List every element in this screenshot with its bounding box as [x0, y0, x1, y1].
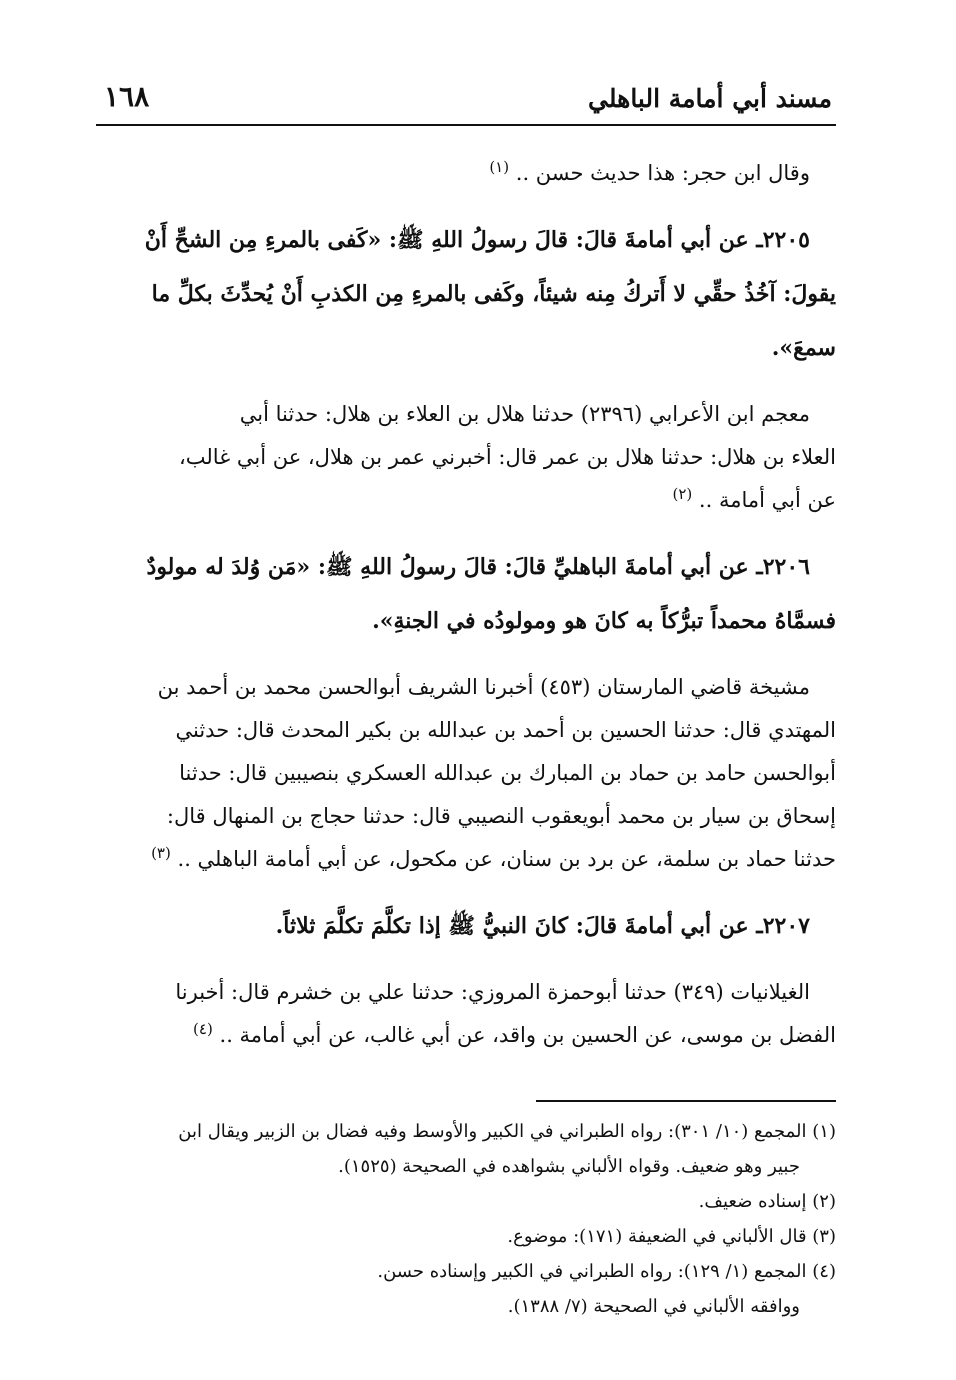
line-text: وقال ابن حجر: هذا حديث حسن .. [515, 161, 810, 185]
footnote-1: (١) المجمع (١٠/ ٣٠١): رواه الطبراني في الكبير والأوسط وفيه فضال بن الزبير ويقال ابن [178, 1121, 836, 1142]
footnote-4: (٤) المجمع (١/ ١٢٩): رواه الطبراني في الكبير وإسناده حسن. [377, 1261, 836, 1282]
source-2206 [96, 666, 836, 881]
text-line: العلاء بن هلال: حدثنا هلال بن عمر قال: أخبرني عمر بن هلال، عن أبي غالب، [179, 445, 836, 469]
text-line: مشيخة قاضي المارستان (٤٥٣) أخبرنا الشريف أبوالحسن محمد بن أحمد بن [157, 675, 810, 699]
hadith-line: فسمَّاهُ محمداً تبرُّكاً به كانَ هو ومولودُه في الجنةِ». [372, 608, 836, 634]
hadith-2207 [96, 899, 836, 953]
line-text: حدثنا حماد بن سلمة، عن برد بن سنان، عن مكحول، عن أبي أمامة الباهلي .. [177, 847, 836, 871]
hadith-2205 [96, 213, 836, 375]
text-line [96, 838, 836, 881]
book-page [96, 70, 836, 1330]
hadith-line: يقولَ: آخُذُ حقِّي لا أَتركُ مِنه شيئاً، وكَفى بالمرءِ مِن الكذبِ أَنْ يُحدِّثَ بكلِّ ما [151, 281, 836, 307]
text-line [96, 479, 836, 522]
footnote-1-continued: جبير وهو ضعيف. وقواه الألباني بشواهده في الصحيحة (١٥٢٥). [338, 1156, 800, 1177]
footnote-4-continued: ووافقه الألباني في الصحيحة (٧/ ١٣٨٨). [507, 1296, 800, 1317]
footnote-ref-1: (١) [489, 158, 510, 176]
footnote-ref-3: (٣) [151, 844, 171, 862]
footnote-separator [536, 1100, 836, 1102]
page-number: ١٦٨ [104, 80, 150, 113]
line-text: عن أبي أمامة .. [698, 488, 836, 512]
footnotes [96, 1114, 836, 1324]
footnote-3: (٣) قال الألباني في الضعيفة (١٧١): موضوع. [507, 1226, 836, 1247]
line-text: الفضل بن موسى، عن الحسين بن واقد، عن أبي غالب، عن أبي أمامة .. [219, 1023, 836, 1047]
text-line: إسحاق بن سيار بن محمد أبويعقوب النصيبي قال: حدثنا حجاج بن المنهال قال: [166, 804, 836, 828]
footnote-ref-4: (٤) [193, 1020, 213, 1038]
text-line [96, 1014, 836, 1057]
main-text [96, 152, 836, 1057]
hadith-line: سمعَ». [771, 335, 836, 361]
running-title: مسند أبي أمامة الباهلي [588, 84, 832, 113]
hadith-line: ٢٢٠٧ـ عن أبي أمامةَ قالَ: كانَ النبيُّ ﷺ إذا تكلَّمَ تكلَّمَ ثلاثاً. [275, 913, 810, 939]
text-line [96, 152, 836, 195]
text-line: أبوالحسن حامد بن حماد بن المبارك بن عبدالله العسكري بنصيبين قال: حدثنا [179, 761, 836, 785]
source-2207 [96, 971, 836, 1057]
hadith-line: ٢٢٠٦ـ عن أبي أمامةَ الباهليِّ قالَ: قالَ رسولُ اللهِ ﷺ: «مَن وُلدَ له مولودٌ [146, 554, 810, 580]
footnote-2: (٢) إسناده ضعيف. [698, 1191, 836, 1212]
page-header [96, 70, 836, 126]
text-line: الغيلانيات (٣٤٩) حدثنا أبوحمزة المروزي: حدثنا علي بن خشرم قال: أخبرنا [175, 980, 810, 1004]
source-2205 [96, 393, 836, 522]
text-line: المهتدي قال: حدثنا الحسين بن أحمد بن عبدالله بن بكير المحدث قال: حدثني [175, 718, 836, 742]
footnote-ref-2: (٢) [672, 485, 693, 503]
hadith-line: ٢٢٠٥ـ عن أبي أمامةَ قالَ: قالَ رسولُ اللهِ ﷺ: «كَفى بالمرءِ مِن الشحِّ أَنْ [144, 227, 810, 253]
hadith-2206 [96, 540, 836, 648]
ibn-hajar-note [96, 152, 836, 195]
text-line: معجم ابن الأعرابي (٢٣٩٦) حدثنا هلال بن العلاء بن هلال: حدثنا أبي [239, 402, 810, 426]
